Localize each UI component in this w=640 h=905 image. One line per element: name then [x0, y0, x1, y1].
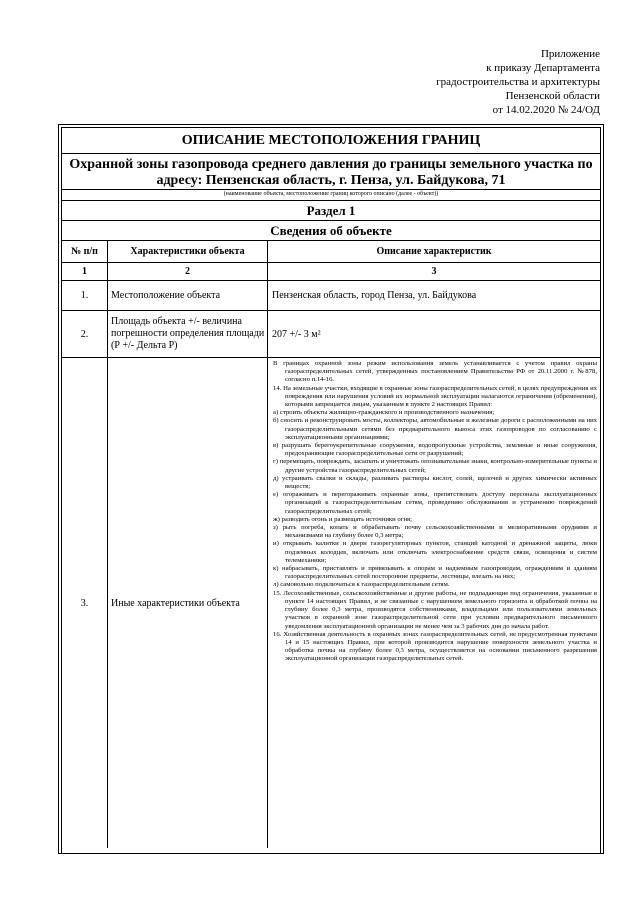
paragraph: 14. На земельные участки, входящие в охранные зоны газораспределительных сетей, в целях предупреждения их повреждения или нарушения условий их нормальной эксплуатации налагаются ограничения (обременения), которыми запрещается лицам, указанным в пункте 2 настоящих Правил:	[273, 384, 597, 409]
approval-line: Приложение	[540, 48, 600, 60]
paragraph: в) разрушать берегоукрепительные сооружения, водопропускные устройства, земляные и иные сооружения, предохраняющие газораспределительные сети от разрушений;	[273, 442, 597, 458]
row-description	[268, 358, 600, 848]
column-number: 2	[108, 263, 268, 280]
approval-date-line: от 14.02.2020 № 24/ОД	[492, 104, 600, 116]
row-number: 1.	[62, 281, 108, 310]
document-inner-frame	[61, 127, 601, 853]
paragraph: л) самовольно подключаться к газораспределительным сетям.	[273, 581, 450, 589]
header-description: Описание характеристик	[376, 246, 492, 257]
approval-block	[436, 47, 600, 117]
table-row	[62, 358, 600, 848]
row-number: 3.	[62, 358, 108, 848]
paragraph: к) набрасывать, приставлять и привязывать к опорам и надземным газопроводам, ограждениям и зданиям газораспределительных сетей посторонние предметы, лестницы, влезать на них;	[273, 565, 597, 581]
header-characteristic: Характеристики объекта	[108, 241, 268, 262]
paragraph: 16. Хозяйственная деятельность в охранных зонах газораспределительных сетей, не предусмотренная пунктами 14 и 15 настоящих Правил, при которой производится нарушение поверхности земельного участка и обработка почвы на глубину более 0,3 метра, осуществляется на основании письменного разрешения эксплуатационной организации газораспределительных сетей.	[273, 630, 597, 663]
header-number: № п/п	[62, 241, 108, 262]
paragraph: ж) разводить огонь и размещать источники огня;	[273, 515, 412, 523]
paragraph: 15. Лесохозяйственные, сельскохозяйственные и другие работы, не подпадающие под ограничения, указанные в пункте 14 настоящих Правил, и не связанные с нарушением земельного горизонта и обработкой почвы на глубину более 0,3 метра, производятся собственниками, владельцами или пользователями земельных участков в охранной зоне газораспределительной сети при условии предварительного письменного уведомления эксплуатационной организации не менее чем за 3 рабочих дня до начала работ.	[273, 589, 597, 630]
object-name: Охранной зоны газопровода среднего давления до границы земельного участка по адресу: Пензенская область, г. Пенза, ул. Байдукова, 71	[62, 154, 600, 190]
table-header-row	[62, 241, 600, 263]
document-frame	[58, 124, 604, 854]
table-row	[62, 311, 600, 358]
approval-line: градостроительства и архитектуры	[436, 76, 600, 88]
row-characteristic: Площадь объекта +/- величина погрешности определения площади (Р +/- Дельта Р)	[108, 311, 268, 357]
row-characteristic: Местоположение объекта	[108, 281, 268, 310]
row-description: 207 +/- 3 м²	[272, 328, 321, 340]
table-column-numbers-row	[62, 263, 600, 281]
row-description: Пензенская область, город Пенза, ул. Байдукова	[272, 290, 477, 301]
section-title: Раздел 1	[62, 201, 600, 221]
approval-line: Пензенской области	[505, 90, 600, 102]
row-characteristic: Иные характеристики объекта	[108, 358, 268, 848]
column-number: 3	[431, 266, 437, 277]
paragraph: и) открывать калитки и двери газорегуляторных пунктов, станций катодной и дренажной защиты, люки подземных колодцев, включать или отключать электроснабжение средств связи, освещения и систем телемеханики;	[273, 540, 597, 564]
table-row	[62, 281, 600, 311]
paragraph: б) сносить и реконструировать мосты, коллекторы, автомобильные и железные дороги с расположенными на них газораспределительными сетями без предварительного выноса этих газопроводов по согласованию с эксплуатационными организациями;	[273, 417, 597, 441]
paragraph: д) устраивать свалки и склады, разливать растворы кислот, солей, щелочей и других химически активных веществ;	[273, 474, 597, 491]
object-caption: (наименование объекта, местоположение границ которого описано (далее - объект))	[62, 190, 600, 201]
row-number: 2.	[62, 311, 108, 357]
paragraph: а) строить объекты жилищно-гражданского и производственного назначения;	[273, 409, 495, 417]
column-number: 1	[62, 263, 108, 280]
page-title: ОПИСАНИЕ МЕСТОПОЛОЖЕНИЯ ГРАНИЦ	[62, 128, 600, 154]
other-characteristics-text	[272, 358, 600, 664]
paragraph: В границах охранной зоны режим использования земель устанавливается с учетом правил охраны газораспределительных сетей, утвержденных постановлением Правительства РФ от 20.11.2000 г. №878, согласно п.14-16.	[273, 360, 597, 384]
paragraph: з) рыть погреба, копать и обрабатывать почву сельскохозяйственными и мелиоративными орудиями и механизмами на глубину более 0,3 метра;	[273, 524, 597, 540]
subsection-title: Сведения об объекте	[62, 221, 600, 241]
paragraph: г) перемещать, повреждать, засыпать и уничтожать опознавательные знаки, контрольно-измерительные пункты и другие устройства газораспределительных сетей;	[273, 458, 597, 474]
paragraph: е) огораживать и перегораживать охранные зоны, препятствовать доступу персонала эксплуатационных организаций к газораспределительным сетям, проведению обслуживания и устранению повреждений газораспределительных сетей;	[273, 491, 597, 515]
approval-line: к приказу Департамента	[486, 62, 600, 74]
